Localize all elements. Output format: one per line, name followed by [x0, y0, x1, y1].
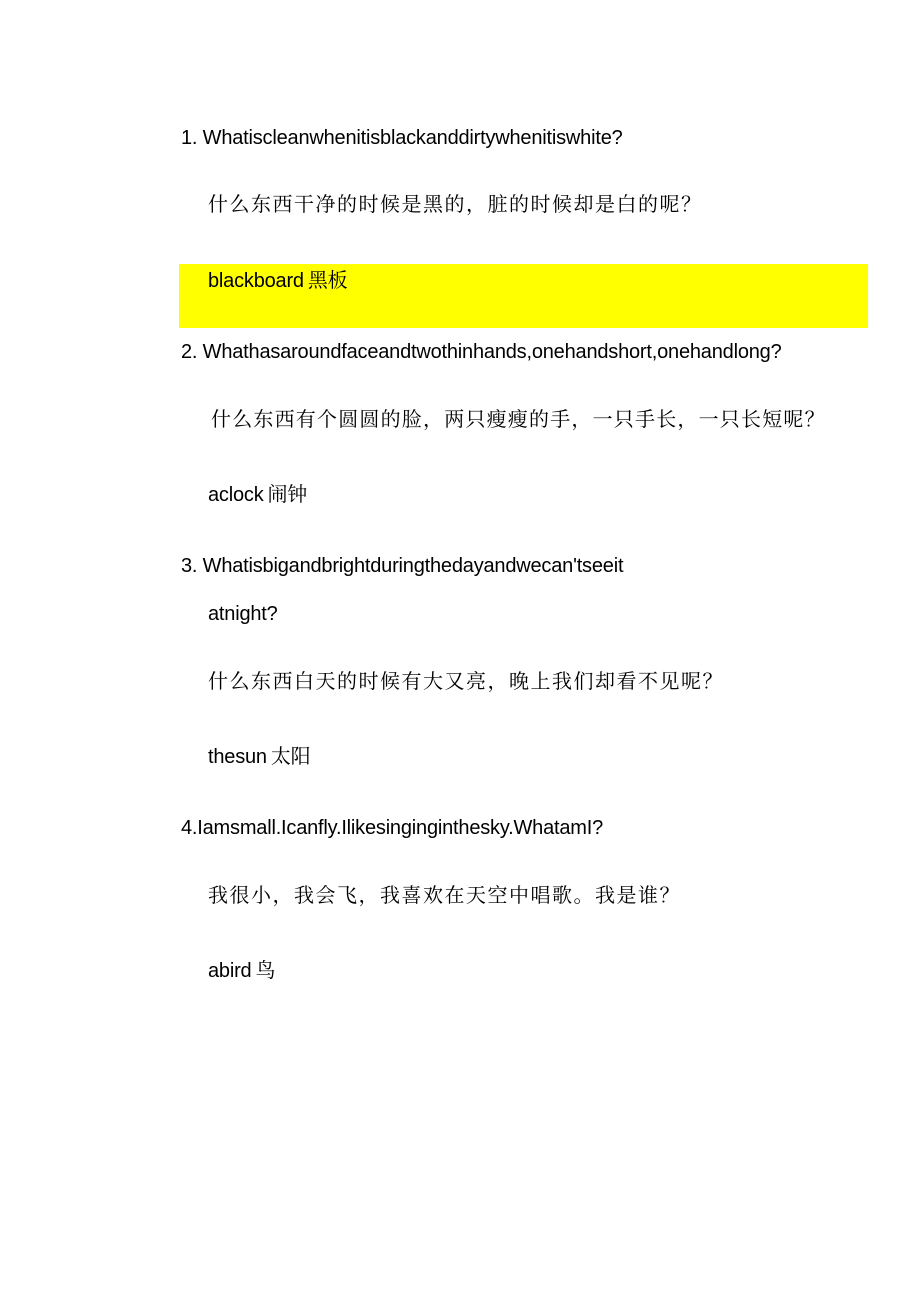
riddle-1-question-zh: 什么东西干净的时候是黑的，脏的时候却是白的呢？ — [208, 192, 703, 216]
riddle-2-question-zh: 什么东西有个圆圆的脸，两只瘦瘦的手，一只手长，一只长短呢？ — [211, 407, 826, 431]
riddle-4-answer-zh: 鸟 — [255, 958, 276, 982]
riddle-1-answer — [208, 270, 347, 291]
riddle-2-answer-en: aclock — [208, 484, 264, 506]
riddle-2-answer-zh: 闹钟 — [267, 482, 308, 506]
riddle-4-answer — [208, 960, 275, 981]
riddle-4-answer-en: abird — [208, 960, 252, 982]
riddle-4-question-zh: 我很小，我会飞，我喜欢在天空中唱歌。我是谁？ — [208, 883, 681, 907]
riddle-4-question-en: 4.Iamsmall.Icanfly.Ilikesinginginthesky.WhatamI? — [181, 817, 604, 839]
riddle-1-question-en: 1. Whatiscleanwhenitisblackanddirtywhenitiswhite? — [181, 127, 623, 149]
riddle-3-question-en: 3. Whatisbigandbrightduringthedayandwecan'tseeit — [181, 555, 624, 577]
riddle-3-question-en-cont: atnight? — [208, 603, 278, 625]
riddle-2-question-en: 2. Whathasaroundfaceandtwothinhands,onehandshort,onehandlong? — [181, 341, 782, 363]
riddle-2-answer — [208, 484, 307, 505]
riddle-1-answer-zh: 黑板 — [307, 268, 348, 292]
riddle-3-answer-zh: 太阳 — [270, 744, 311, 768]
riddle-3-answer-en: thesun — [208, 746, 267, 768]
riddle-1-answer-en: blackboard — [208, 270, 304, 292]
riddle-3-answer — [208, 746, 310, 767]
riddle-3-question-zh: 什么东西白天的时候有大又亮，晚上我们却看不见呢？ — [208, 669, 724, 693]
